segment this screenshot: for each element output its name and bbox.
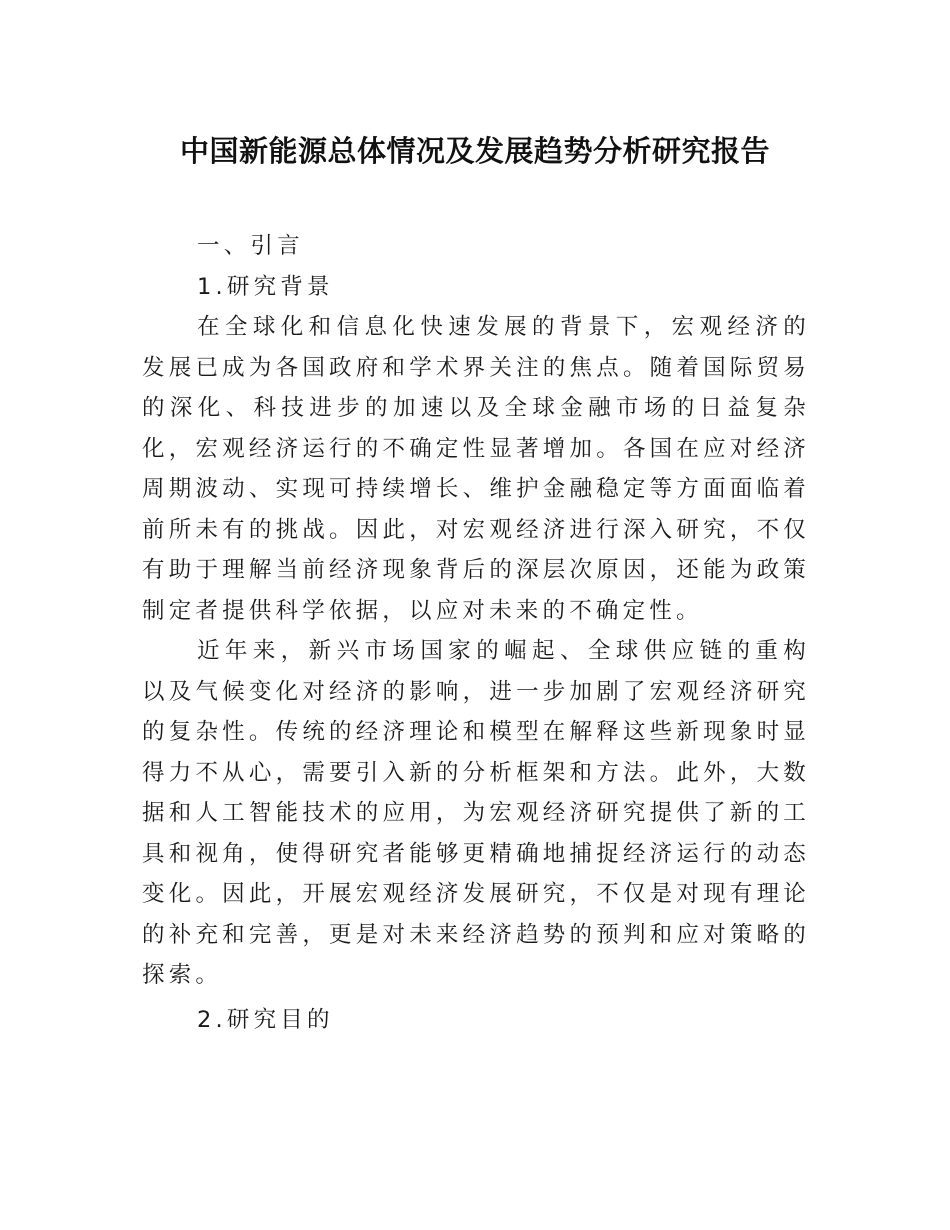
paragraph-research-background-1: 在全球化和信息化快速发展的背景下，宏观经济的发展已成为各国政府和学术界关注的焦点。随着国际贸易的深化、科技进步的加速以及全球金融市场的日益复杂化，宏观经济运行的不确定性显著增加。各国在应对经济周期波动、实现可持续增长、维护金融稳定等方面面临着前所未有的挑战。因此，对宏观经济进行深入研究，不仅有助于理解当前经济现象背后的深层次原因，还能为政策制定者提供科学依据，以应对未来的不确定性。 xyxy=(142,314,810,624)
document-body xyxy=(142,226,810,1040)
subsection-heading-research-background: 1.研究背景 xyxy=(197,273,334,300)
subsection-heading-research-purpose: 2.研究目的 xyxy=(197,1006,334,1033)
document-title: 中国新能源总体情况及发展趋势分析研究报告 xyxy=(179,134,770,169)
paragraph-research-background-2: 近年来，新兴市场国家的崛起、全球供应链的重构以及气候变化对经济的影响，进一步加剧了宏观经济研究的复杂性。传统的经济理论和模型在解释这些新现象时显得力不从心，需要引入新的分析框架和方法。此外，大数据和人工智能技术的应用，为宏观经济研究提供了新的工具和视角，使得研究者能够更精确地捕捉经济运行的动态变化。因此，开展宏观经济发展研究，不仅是对现有理论的补充和完善，更是对未来经济趋势的预判和应对策略的探索。 xyxy=(142,638,810,988)
section-heading-introduction: 一、引言 xyxy=(197,233,304,259)
